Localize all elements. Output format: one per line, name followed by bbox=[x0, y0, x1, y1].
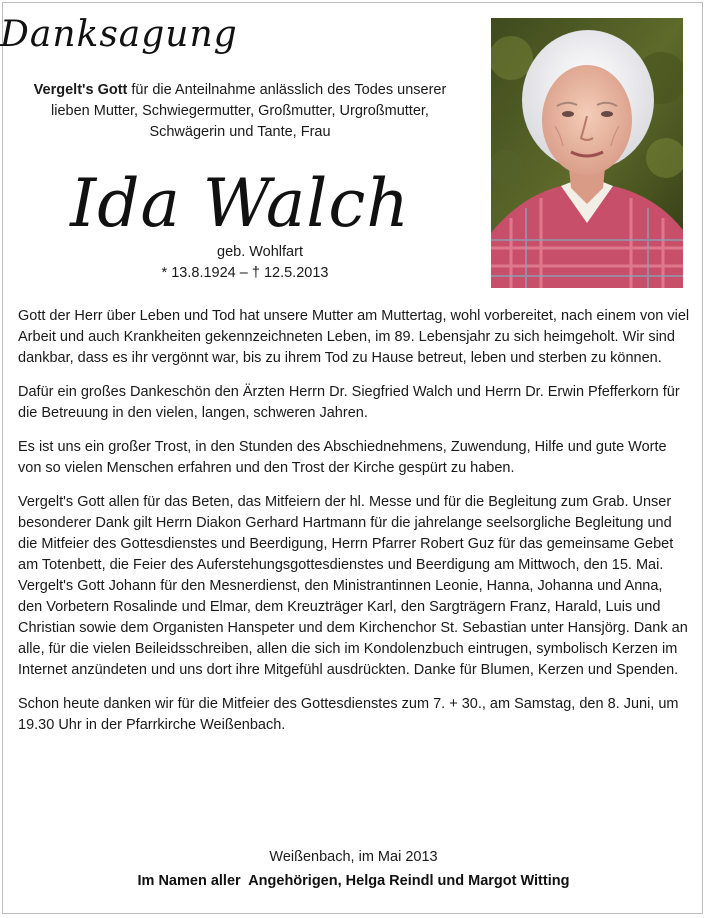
intro-bold: Vergelt's Gott bbox=[33, 82, 128, 98]
paragraph-passing: Gott der Herr über Leben und Tod hat unsere Mutter am Muttertag, wohl vorbereitet, nach einem von viel Arbeit und auch Krankheiten gekennzeichneten Leben, im 89. Lebensjahr zu sich heimgeholt. Wir sind dankbar, dass es ihr vergönnt war, bis zu ihrem Tod zu Hause betreut, leben und sterben zu können. bbox=[18, 308, 690, 366]
life-dates: * 13.8.1924 – † 12.5.2013 bbox=[161, 265, 329, 281]
paragraph-thanks: Vergelt's Gott allen für das Beten, das Mitfeiern der hl. Messe und für die Begleitung zum Grab. Unser besonderer Dank gilt Herrn Diakon Gerhard Hartmann für die jahrelange seelsorgliche Begleitung und die Mitfeier des Gottesdienstes und Beerdigung, Herrn Pfarrer Robert Guz für das gemeinsame Gebet am Totenbett, die Feier des Auferstehungsgottesdienstes und Beerdigung am Mittwoch, den 15. Mai. Vergelt's Gott Johann für den Mesnerdienst, den Ministrantinnen Leonie, Hanna, Johanna und Anna, den Vorbetern Rosalinde und Elmar, dem Kreuzträger Karl, den Sargträgern Franz, Harald, Luis und Christian sowie dem Organisten Hanspeter und dem Kirchenchor St. Sebastian unter Hansjörg. Dank an alle, für die vielen Beileidsschreiben, allen die sich im Kondolenzbuch eintrugen, symbolisch Kerzen im Internet anzündeten und uns dort ihre Mitgefühl ausdrückten. Danke für Blumen, Kerzen und Spenden. bbox=[18, 494, 688, 678]
notice-body bbox=[18, 306, 690, 749]
paragraph-service: Schon heute danken wir für die Mitfeier des Gottesdienstes zum 7. + 30., am Samstag, den 8. Juni, um 19.30 Uhr in der Pfarrkirche Weißenbach. bbox=[18, 696, 679, 733]
intro-text bbox=[30, 80, 450, 143]
signature: Im Namen aller Angehörigen, Helga Reindl und Margot Witting bbox=[137, 873, 570, 889]
notice-title: Danksagung bbox=[0, 14, 238, 55]
paragraph-doctors: Dafür ein großes Dankeschön den Ärzten Herrn Dr. Siegfried Walch und Herrn Dr. Erwin Pfefferkorn für die Betreuung in den vielen, langen, schweren Jahren. bbox=[18, 384, 680, 421]
birth-name: geb. Wohlfart bbox=[217, 244, 303, 260]
place-date: Weißenbach, im Mai 2013 bbox=[269, 849, 438, 865]
deceased-name: Ida Walch bbox=[70, 165, 410, 242]
portrait-photo bbox=[491, 18, 683, 288]
intro-rest: für die Anteilnahme anlässlich des Todes unserer lieben Mutter, Schwiegermutter, Großmutter, Urgroßmutter, Schwägerin und Tante, Frau bbox=[51, 82, 447, 140]
portrait-photo-image bbox=[491, 18, 683, 288]
paragraph-comfort: Es ist uns ein großer Trost, in den Stunden des Abschiednehmens, Zuwendung, Hilfe und gute Worte von so vielen Menschen erfahren und den Trost der Kirche gespürt zu haben. bbox=[18, 439, 667, 476]
